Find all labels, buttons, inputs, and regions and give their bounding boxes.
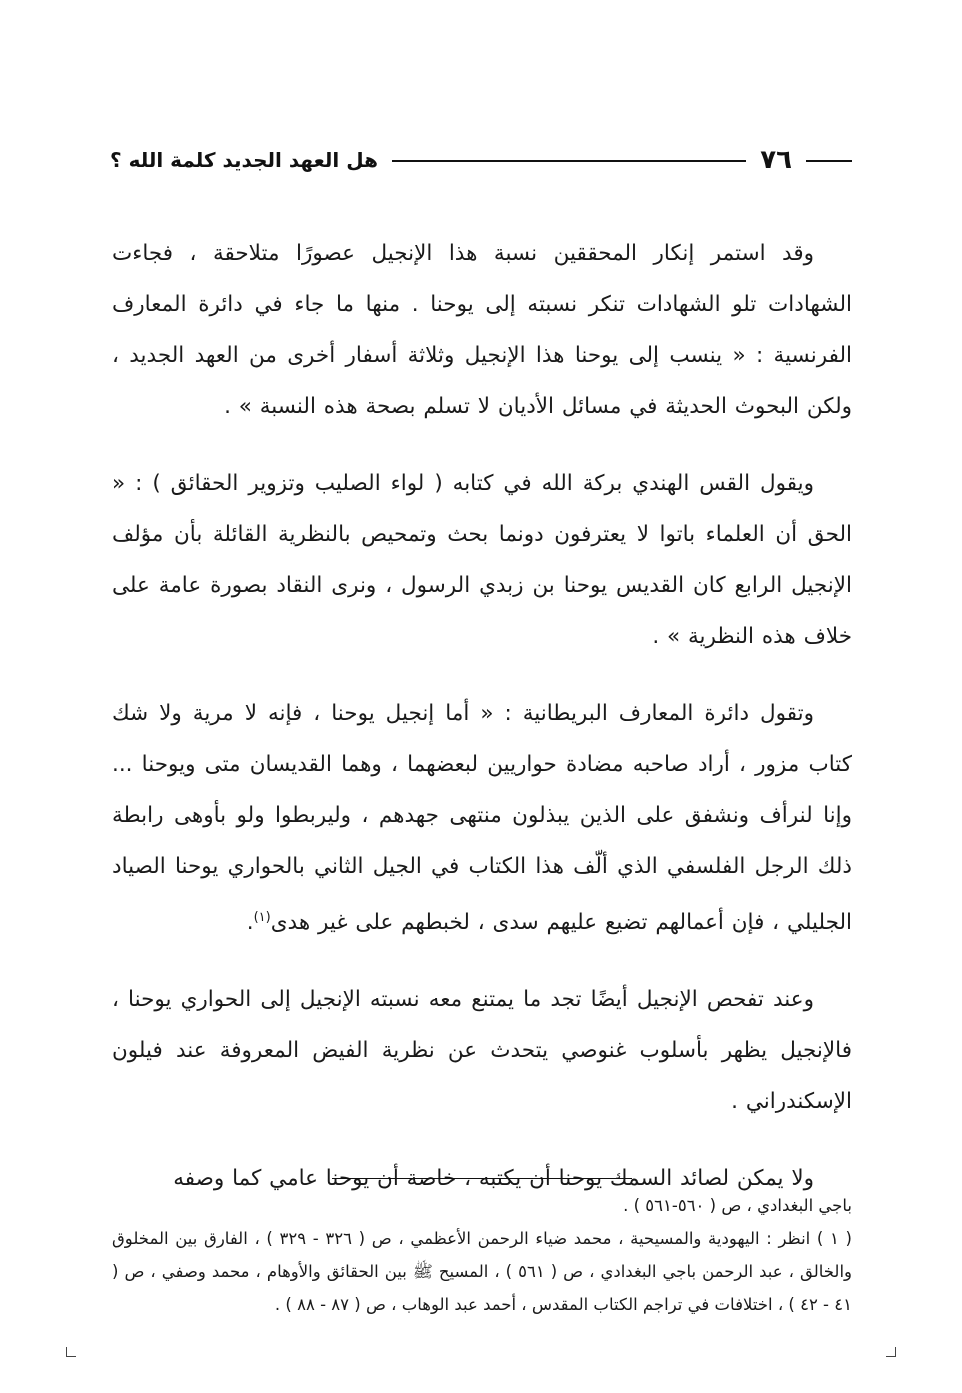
paragraph-text: وتقول دائرة المعارف البريطانية : « أما إنجيل يوحنا ، فإنه لا مرية ولا شك كتاب مزور ، أراد صاحبه مضادة حواريين لبعضهما ، وهما القديسان متى ويوحنا ... وإنا لنرأف ونشفق على الذين يبذلون منتهى جهدهم ، وليربطوا ولو بأوهى رابطة ذلك الرجل الفلسفي الذي ألّف هذا الكتاب في الجيل الثاني بالحواري يوحنا الصياد الجليلي ، فإن أعمالهم تضيع عليهم سدى ، لخبطهم على غير هدى [112, 701, 852, 936]
footnote-block [112, 1178, 852, 1321]
footnote-separator [332, 1178, 632, 1179]
footnote-entry: ( ١ ) انظر : اليهودية والمسيحية ، محمد ضياء الرحمن الأعظمي ، ص ( ٣٢٦ - ٣٢٩ ) ، الفارق بين المخلوق والخالق ، عبد الرحمن باجي البغدادي ، ص ( ٥٦١ ) ، المسيح ﷺ بين الحقائق والأوهام ، محمد وصفي ، ص ( ٤١ - ٤٢ ) ، اختلافات في تراجم الكتاب المقدس ، أحمد عبد الوهاب ، ص ( ٨٧ - ٨٨ ) . [112, 1229, 852, 1314]
header-rule-short [806, 160, 852, 162]
header-rule [392, 160, 746, 162]
crop-mark-bottom-left [66, 1347, 76, 1357]
footnote-continuation: باجي البغدادي ، ص ( ٥٦٠-٥٦١ ) . [623, 1196, 852, 1215]
paragraph: وقد استمر إنكار المحققين نسبة هذا الإنجيل عصورًا متلاحقة ، فجاءت الشهادات تلو الشهادات تنكر نسبته إلى يوحنا . منها ما جاء في دائرة المعارف الفرنسية : « ينسب إلى يوحنا هذا الإنجيل وثلاثة أسفار أخرى من العهد الجديد ، ولكن البحوث الحديثة في مسائل الأديان لا تسلم بصحة هذه النسبة » . [112, 241, 852, 419]
paragraph: وعند تفحص الإنجيل أيضًا تجد ما يمتنع معه نسبته الإنجيل إلى الحواري يوحنا ، فالإنجيل يظهر بأسلوب غنوصي يتحدث عن نظرية الفيض المعروفة عند فيلون الإسكندراني . [112, 987, 852, 1115]
page-header [110, 138, 852, 182]
paragraph: ولا يمكن لصائد السمك يوحنا أن يكتبه ، خاصة أن يوحنا عامي كما وصفه [173, 1166, 814, 1192]
footnote-marker: (١) [253, 910, 271, 925]
crop-mark-bottom-right [886, 1347, 896, 1357]
body-text [112, 228, 852, 1230]
paragraph [112, 688, 852, 948]
page-number: ٧٦ [760, 145, 792, 175]
paragraph-tail: . [246, 910, 254, 936]
book-running-title: هل العهد الجديد كلمة الله ؟ [110, 148, 378, 172]
paragraph: ويقول القس الهندي بركة الله في كتابه ( لواء الصليب وتزوير الحقائق ) : « الحق أن العلماء باتوا لا يعترفون دونما بحث وتمحيص بالنظرية القائلة بأن مؤلف الإنجيل الرابع كان القديس يوحنا بن زبدي الرسول ، ونرى النقاد بصورة عامة على خلاف هذه النظرية » . [112, 471, 852, 649]
